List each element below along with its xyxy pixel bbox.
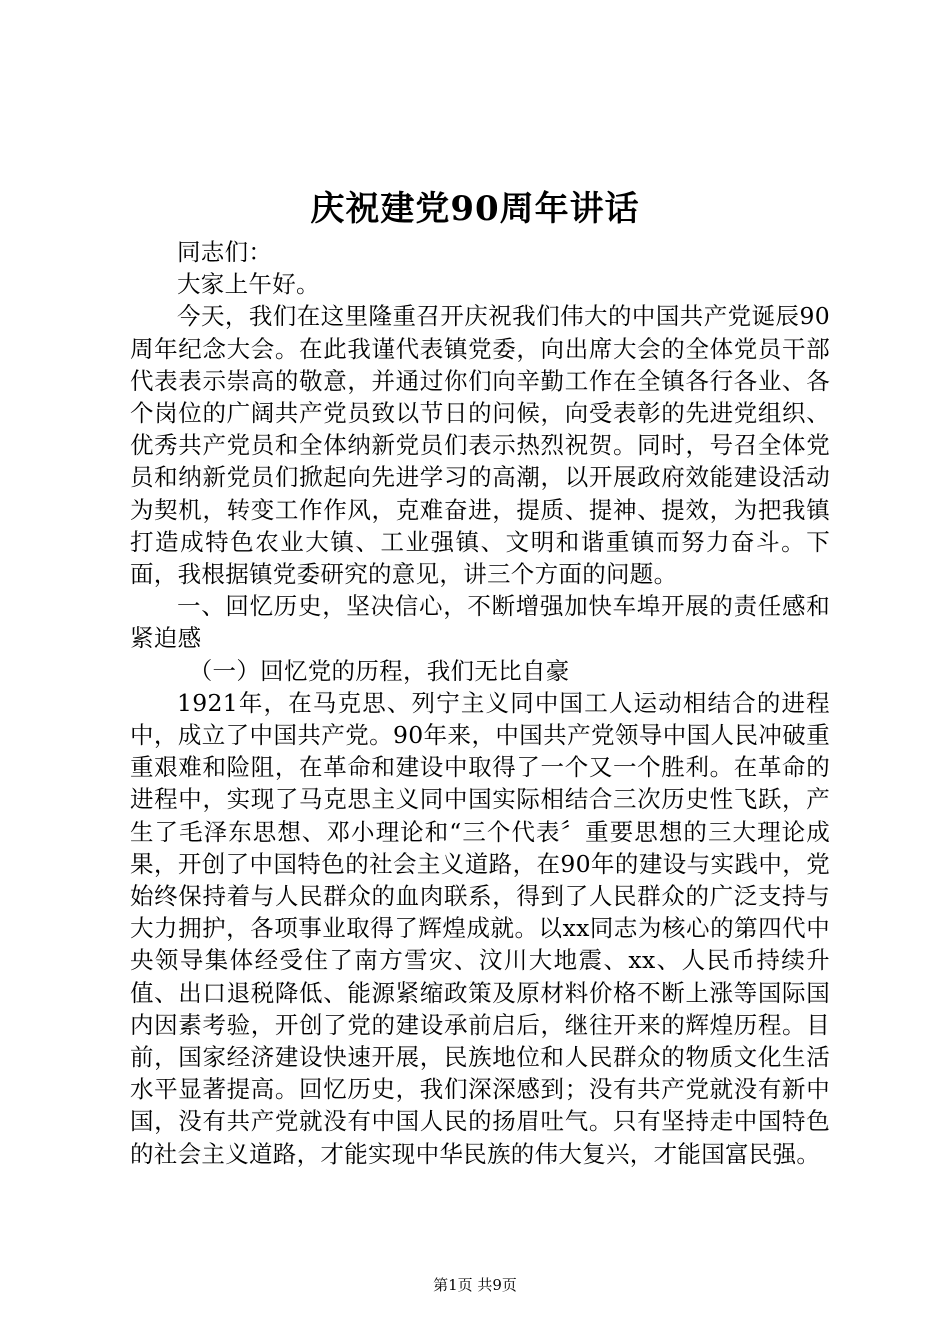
paragraph-subsection-heading: （一）回忆党的历程，我们无比自豪	[188, 656, 570, 685]
document-body	[130, 236, 830, 1170]
document-title: 庆祝建党90周年讲话	[310, 189, 640, 229]
paragraph-salutation: 同志们：	[177, 238, 273, 266]
paragraph-section-heading: 一、回忆历史，坚决信心，不断增强加快车埠开展的责任感和紧迫感	[130, 592, 830, 653]
paragraph-greeting: 大家上午好。	[177, 270, 320, 299]
page-footer: 第1页 共9页	[433, 1276, 517, 1294]
paragraph-intro: 今天，我们在这里隆重召开庆祝我们伟大的中国共产党诞辰90周年纪念大会。在此我谨代表镇党委，向出席大会的全体党员干部代表表示崇高的敬意，并通过你们向辛勤工作在全镇各行各业、各个岗位的广阔共产党员致以节日的问候，向受表彰的先进党组织、优秀共产党员和全体纳新党员们表示热烈祝贺。同时，号召全体党员和纳新党员们掀起向先进学习的高潮，以开展政府效能建设活动为契机，转变工作作风，克难奋进，提质、提神、提效，为把我镇打造成特色农业大镇、工业强镇、文明和谐重镇而努力奋斗。下面，我根据镇党委研究的意见，讲三个方面的问题。	[130, 302, 830, 589]
paragraph-history: 1921年，在马克思、列宁主义同中国工人运动相结合的进程中，成立了中国共产党。90年来，中国共产党领导中国人民冲破重重艰难和险阻，在革命和建设中取得了一个又一个胜利。在革命的进程中，实现了马克思主义同中国实际相结合三次历史性飞跃，产生了毛泽东思想、邓小理论和“三个代表〞重要思想的三大理论成果，开创了中国特色的社会主义道路，在90年的建设与实践中，党始终保持着与人民群众的血肉联系，得到了人民群众的广泛支持与大力拥护，各项事业取得了辉煌成就。以xx同志为核心的第四代中央领导集体经受住了南方雪灾、汶川大地震、xx、人民币持续升值、出口退税降低、能源紧缩政策及原材料价格不断上涨等国际国内因素考验，开创了党的建设承前启后，继往开来的辉煌历程。目前，国家经济建设快速开展，民族地位和人民群众的物质文化生活水平显著提高。回忆历史，我们深深感到；没有共产党就没有新中国，没有共产党就没有中国人民的扬眉吐气。只有坚持走中国特色的社会主义道路，才能实现中华民族的伟大复兴，才能国富民强。	[130, 688, 830, 1168]
